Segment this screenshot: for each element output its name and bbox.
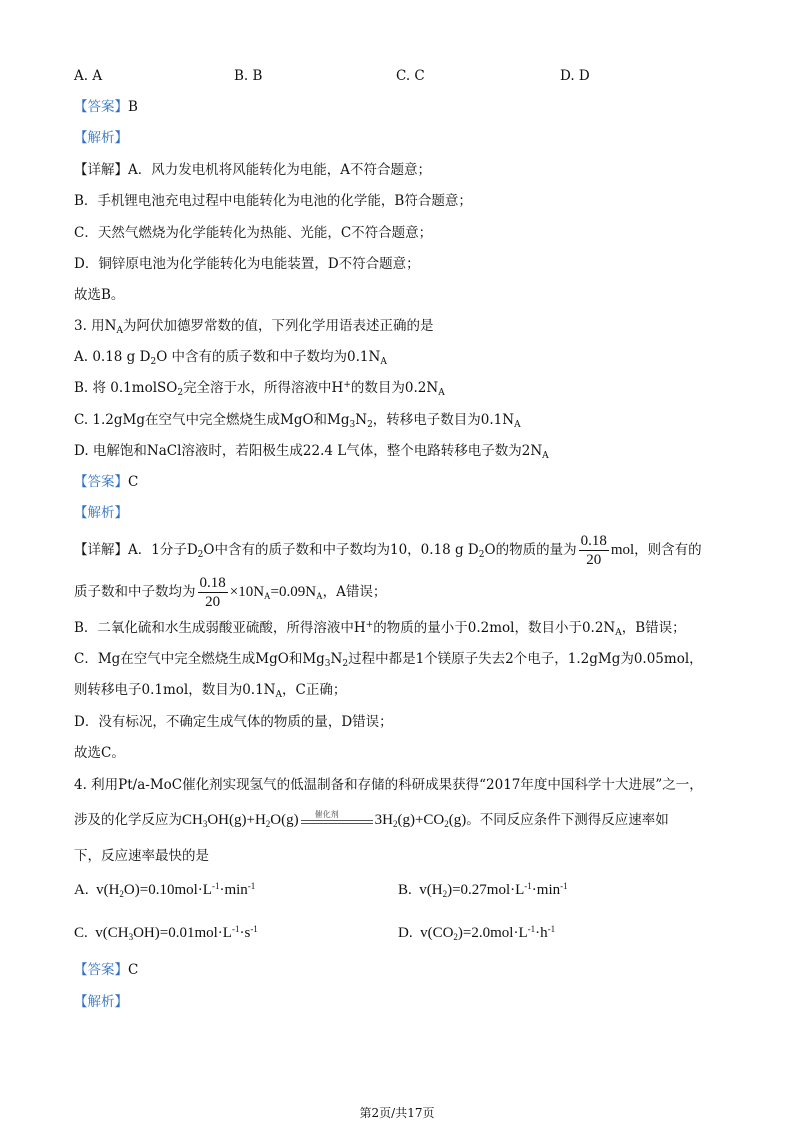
q4-option-c: C. $v(CH_3OH)=0.01mol\cdot L^{-1}\cdot s^{-1}$ [74,924,258,942]
option-c: C. C [396,68,425,84]
q4-stem-line1: 4. 利用Pt/a-MoC催化剂实现氢气的低温制备和存储的科研成果获得“2017年度中国科学十大进展”之一， [74,777,703,793]
q3-option-b: B. 将 0.1molSO$_2$完全溶于水，所得溶液中H+的数目为$0.2N_A$ [74,380,445,398]
q2-detail-b: B．手机锂电池充电过程中电能转化为电池的化学能，B符合题意； [74,193,472,209]
q3-stem-b: 为阿伏加德罗常数的值，下列化学用语表述正确的是 [122,318,434,334]
fraction: $\frac{0.18}{20}$ [199,575,226,610]
q2-analysis-tag: 【解析】 [74,130,128,146]
q4-stem-pre: 涉及的化学反应为 [74,812,182,828]
q3-option-c: C. 1.2gMg在空气中完全燃烧生成MgO和$Mg_3N_2$，转移电子数目为$0.1N_A$ [74,412,521,430]
q3-detail-d: D．没有标况，不确定生成气体的物质的量，D错误； [74,714,393,730]
q2-detail-a [74,160,754,180]
q3-detail-b: B．二氧化硫和水生成弱酸亚硫酸，所得溶液中H+的物质的量小于0.2mol，数目小于$0.2N_A$，B错误； [74,620,686,638]
q3-detail-c-line2: 则转移电子0.1mol，数目为$0.1N_A$，C正确； [74,682,347,700]
equation-left: $CH_3OH(g)+H_2O(g)$ [182,812,299,829]
q2-detail-d: D．铜锌原电池为化学能转化为电能装置，D不符合题意； [74,256,420,272]
q4-answer [74,960,754,980]
detail-text: A．风力发电机将风能转化为电能，A不符合题意； [128,162,431,178]
fraction: $\frac{0.18}{20}$ [580,533,607,568]
q4-option-d: D. $v(CO_2)=2.0mol\cdot L^{-1}\cdot h^{-1}$ [398,924,556,942]
option-a: A. A [74,68,103,84]
detail-tag: 【详解】 [74,542,128,558]
q2-answer [74,97,754,117]
q3-conclusion: 故选C。 [74,745,125,761]
q3-stem [74,316,754,336]
answer-value: C [128,962,139,978]
q3-option-d: D. 电解饱和NaCl溶液时，若阳极生成22.4 L气体，整个电路转移电子数为$2N_A$ [74,443,549,461]
reversible-arrow-icon [301,809,373,827]
q2-detail-c: C．天然气燃烧为化学能转化为热能、光能，C不符合题意； [74,225,433,241]
answer-value: B [128,99,138,115]
q3-detail-a-line2: 质子数和中子数均为 $\frac{0.18}{20}$ $\times 10N_A=0.09N_A$，A错误； [74,575,387,610]
option-d: D. D [560,68,590,84]
q3-stem-sub: A [116,326,123,336]
q3-answer [74,472,754,492]
q4-stem-post: 。不同反应条件下测得反应速率如 [466,812,669,828]
answer-tag: 【答案】 [74,962,128,978]
page-footer: 第2页/共17页 [359,1106,435,1120]
option-b: B. B [234,68,263,84]
q3-option-a: A. 0.18 g $D_2O$ 中含有的质子数和中子数均为$0.1N_A$ [74,349,387,367]
q3-detail-a-line1: 【详解】A．1分子$D_2O$中含有的质子数和中子数均为10，0.18 g $D_2O$的物质的量为 $\frac{0.18}{20}$ mol，则含有的 [74,533,702,568]
q3-detail-c-line1: C．Mg在空气中完全燃烧生成MgO和$Mg_3N_2$过程中都是1个镁原子失去2个电子，1.2gMg为0.05mol， [74,651,703,669]
q4-analysis-tag: 【解析】 [74,994,128,1010]
answer-tag: 【答案】 [74,99,128,115]
q2-conclusion: 故选B。 [74,287,125,303]
q3-analysis-tag: 【解析】 [74,505,128,521]
q4-option-a: A. $v(H_2O)=0.10mol\cdot L^{-1}\cdot\min^{-1}$ [74,881,256,899]
q4-stem-line2 [74,810,754,830]
answer-value: C [128,474,139,490]
catalyst-label: 催化剂 [314,809,339,819]
answer-tag: 【答案】 [74,474,128,490]
q4-option-b: B. $v(H_2)=0.27mol\cdot L^{-1}\cdot\min^{-1}$ [398,881,568,899]
equation-right: $3H_2(g)+CO_2(g)$ [374,812,467,829]
detail-tag: 【详解】 [74,162,128,178]
q3-stem-a: 3. 用N [74,318,117,334]
q4-stem-line3: 下，反应速率最快的是 [74,848,209,864]
